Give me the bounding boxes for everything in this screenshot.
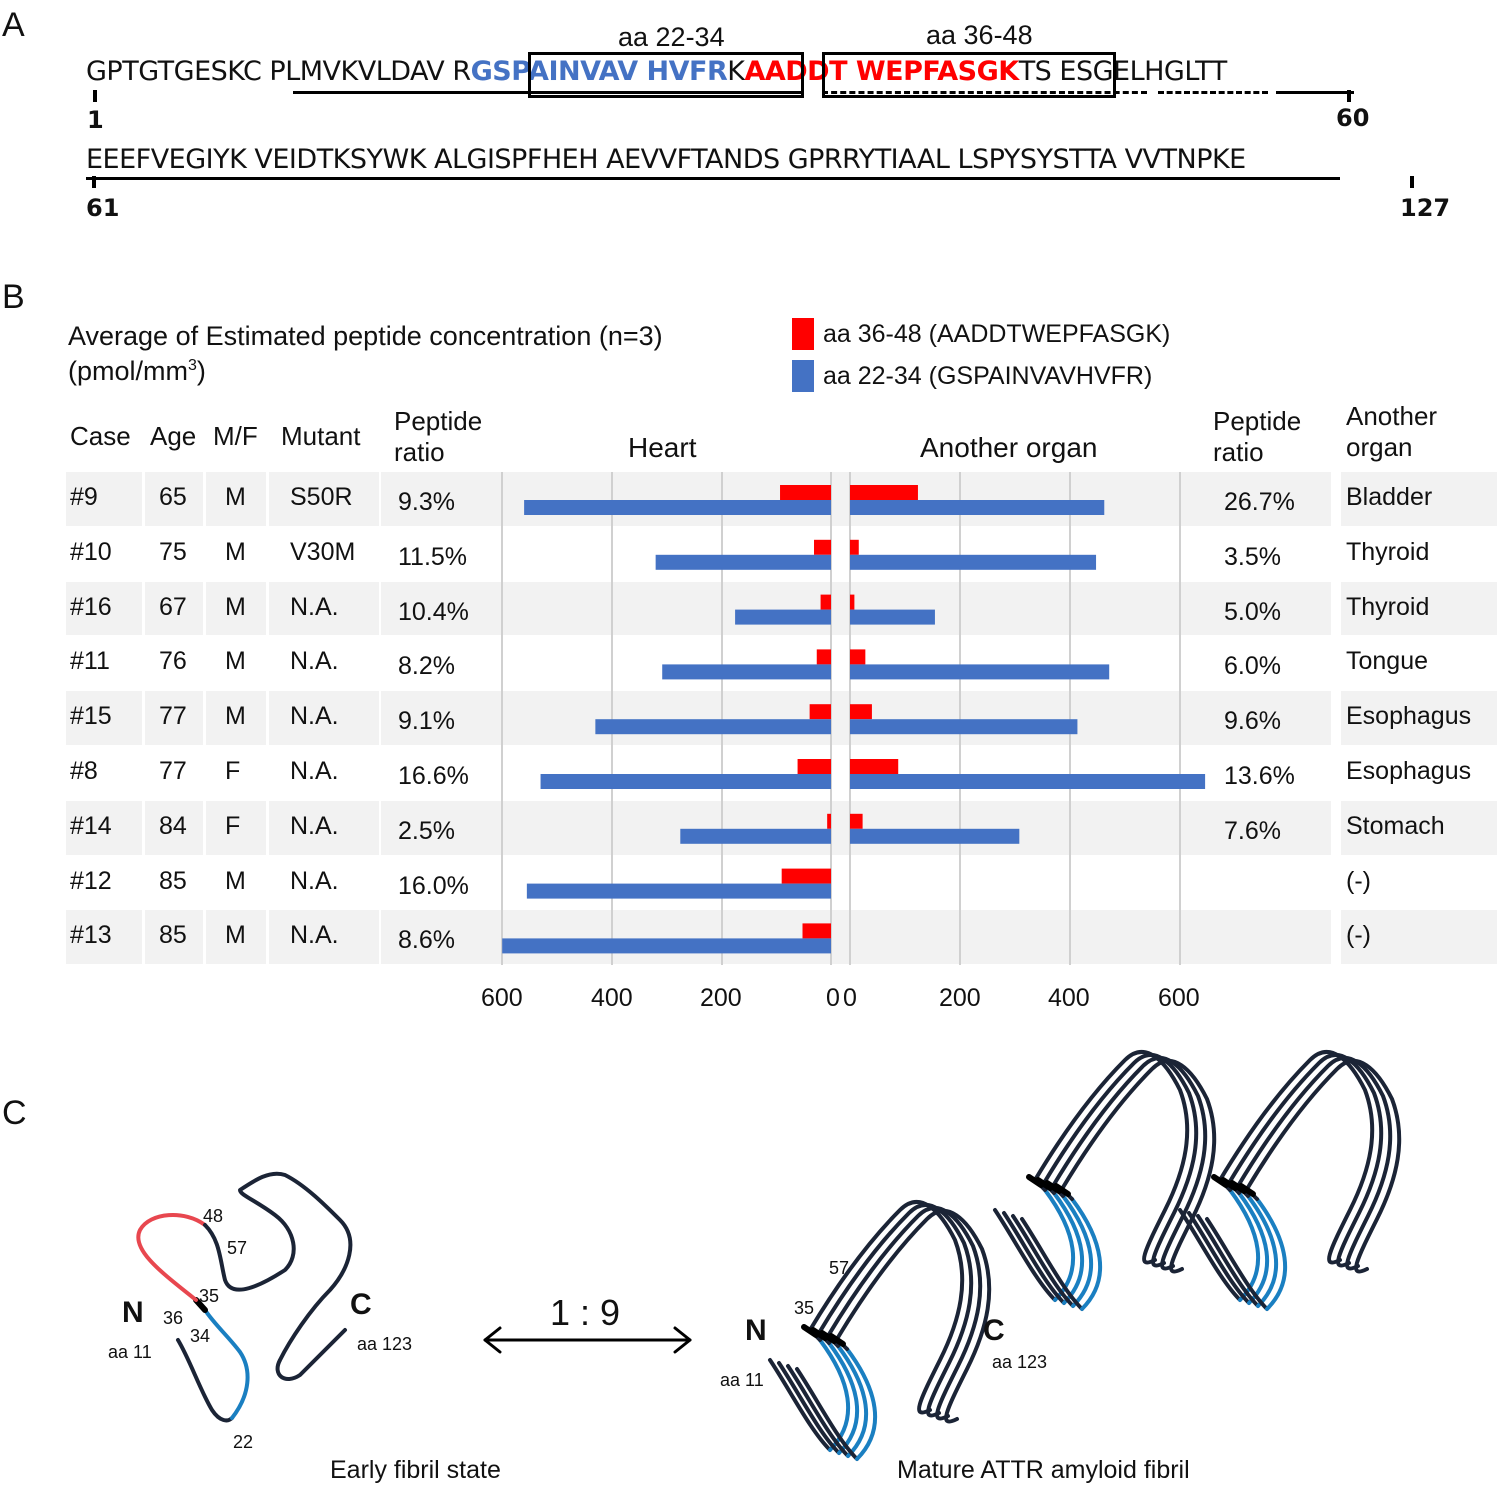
mature-strand-black	[1198, 1216, 1258, 1306]
mature-strand-black	[1189, 1213, 1249, 1303]
table-cell-mf: M	[225, 592, 246, 621]
mature-strand-mark	[1029, 1177, 1041, 1185]
mature-strand-blue	[838, 1346, 866, 1456]
mature-strand-mark	[1038, 1180, 1050, 1188]
early-res-35: 35	[199, 1286, 220, 1306]
table-cell-case: #8	[70, 757, 98, 785]
table-cell-case: #16	[70, 592, 112, 621]
header-age: Age	[150, 421, 197, 451]
mature-strand-blue	[1239, 1193, 1267, 1303]
early-res-36: 36	[163, 1308, 184, 1328]
mature-strand-top	[837, 1211, 989, 1422]
table-cell-mf: M	[225, 921, 246, 950]
seq-blue-peptide: GSPAINVAV HVFR	[470, 56, 728, 87]
mature-strand-blue	[1063, 1196, 1091, 1306]
mature-strand-top	[1062, 1061, 1214, 1272]
number-127: 127	[1400, 194, 1451, 222]
header-mf: M/F	[213, 421, 258, 451]
label-aa-36-48: aa 36-48	[926, 20, 1033, 50]
mature-strand-blue	[1230, 1190, 1258, 1300]
number-61: 61	[86, 194, 120, 222]
table-cell-mutant: N.A.	[290, 702, 339, 731]
organ-bar-aa22-34	[850, 555, 1096, 570]
mature-strand-mark	[1056, 1186, 1068, 1194]
header-organ: Another organ	[1346, 401, 1438, 462]
organ-bar-aa22-34	[850, 719, 1077, 734]
mature-strand-black	[797, 1369, 857, 1459]
early-c-term: C	[350, 1288, 372, 1321]
heart-bar-aa22-34	[541, 774, 831, 789]
early-strand-red	[138, 1215, 205, 1300]
mature-strand-black	[1004, 1213, 1064, 1303]
table-cell-case: #9	[70, 483, 98, 511]
mature-strand-top	[828, 1208, 980, 1419]
organ-bar-aa36-48	[850, 540, 859, 555]
table-cell-age: 77	[159, 702, 187, 731]
table-cell-organ: Thyroid	[1346, 592, 1430, 621]
early-strand-nterm	[178, 1340, 232, 1420]
mature-strand-black	[770, 1360, 830, 1450]
mature-strand-mark	[1241, 1186, 1253, 1194]
legend-label-blue: aa 22-34 (GSPAINVAVHVFR)	[823, 362, 1153, 390]
heart-bar-aa36-48	[814, 540, 831, 555]
table-cell-organ: Tongue	[1346, 647, 1429, 676]
seq-red-peptide: AADDT WEPFASGK	[744, 56, 1019, 87]
organ-bar-aa36-48	[850, 704, 872, 719]
heart-bar-aa36-48	[782, 869, 831, 884]
table-cell-age: 75	[159, 537, 187, 566]
table-cell-organ: Thyroid	[1346, 537, 1430, 566]
mature-strand-mark	[1232, 1183, 1244, 1191]
mature-strand-black	[1022, 1219, 1082, 1309]
table-cell-organ: (-)	[1346, 921, 1371, 950]
mature-caption: Mature ATTR amyloid fibril	[897, 1456, 1190, 1484]
early-res-48: 48	[203, 1206, 224, 1226]
table-cell-mutant: N.A.	[290, 921, 339, 950]
table-cell-organ-ratio: 7.6%	[1224, 816, 1281, 845]
heart-bar-aa22-34	[735, 610, 831, 625]
table-cell-organ-ratio: 6.0%	[1224, 652, 1281, 681]
organ-bar-aa22-34	[850, 774, 1205, 789]
table-cell-age: 67	[159, 592, 187, 621]
organ-bar-aa22-34	[850, 664, 1109, 679]
panel-a-letter: A	[2, 6, 25, 44]
table-cell-heart-ratio: 16.0%	[398, 871, 469, 900]
heart-bar-aa22-34	[527, 884, 831, 899]
seq-mid: K	[727, 56, 745, 87]
table-cell-organ-ratio: 3.5%	[1224, 542, 1281, 571]
early-res-34: 34	[190, 1326, 211, 1346]
table-cell-organ: Esophagus	[1346, 757, 1472, 785]
table-cell-age: 85	[159, 866, 187, 895]
organ-bar-aa36-48	[850, 759, 898, 774]
organ-bar-aa36-48	[850, 595, 854, 610]
mature-strand-mark	[1047, 1183, 1059, 1191]
table-cell-mf: M	[225, 483, 246, 511]
chart-unit: $(pmol/mm^3)$	[68, 356, 206, 386]
mature-res-57: 57	[829, 1258, 850, 1278]
heart-tick-400: 400	[591, 984, 633, 1012]
table-cell-heart-ratio: 2.5%	[398, 816, 455, 845]
heart-tick-0: 0	[826, 984, 840, 1012]
early-strand-blue	[205, 1310, 248, 1418]
table-cell-heart-ratio: 10.4%	[398, 597, 469, 626]
early-n-term: N	[122, 1296, 144, 1329]
header-ratio-heart: Peptide ratio	[394, 406, 483, 467]
table-cell-age: 77	[159, 757, 187, 785]
table-cell-organ: Stomach	[1346, 811, 1445, 840]
table-cell-heart-ratio: 16.6%	[398, 762, 469, 790]
table-cell-organ: (-)	[1346, 866, 1371, 895]
mature-strand-black	[1180, 1210, 1240, 1300]
mature-strand-black	[779, 1363, 839, 1453]
table-cell-age: 76	[159, 647, 187, 676]
early-aa123: aa 123	[357, 1334, 413, 1354]
heart-bar-aa36-48	[821, 595, 831, 610]
heart-bar-aa36-48	[803, 923, 831, 938]
table-cell-mutant: N.A.	[290, 592, 339, 621]
sequence-line-2: EEEFVEGIYK VEIDTKSYWK ALGISPFHEH AEVVFTANDS GPRRYTIAAL LSPYSYSTTA VVTNPKE	[86, 144, 1246, 175]
header-heart: Heart	[628, 432, 697, 463]
table-cell-organ-ratio: 26.7%	[1224, 488, 1295, 516]
heart-bar-aa22-34	[662, 664, 831, 679]
organ-bar-aa22-34	[850, 610, 935, 625]
table-cell-age: 84	[159, 811, 187, 840]
mature-strand-top	[819, 1205, 971, 1416]
organ-tick-0: 0	[843, 984, 857, 1012]
table-cell-organ-ratio: 9.6%	[1224, 707, 1281, 736]
table-cell-mf: M	[225, 537, 246, 566]
table-cell-organ: Bladder	[1346, 483, 1433, 511]
mature-strand-top	[1238, 1058, 1390, 1269]
organ-tick-200: 200	[939, 984, 981, 1012]
heart-bar-aa22-34	[680, 829, 831, 844]
mature-strand-black	[1207, 1219, 1267, 1309]
organ-bar-aa22-34	[850, 829, 1019, 844]
table-cell-organ-ratio: 5.0%	[1224, 597, 1281, 626]
mature-strand-blue	[829, 1343, 857, 1453]
table-cell-mutant: N.A.	[290, 757, 339, 785]
legend-label-red: aa 36-48 (AADDTWEPFASGK)	[823, 320, 1171, 348]
heart-bar-aa22-34	[656, 555, 831, 570]
early-strand-rest	[205, 1174, 350, 1379]
header-case: Case	[70, 421, 131, 451]
table-cell-mutant: N.A.	[290, 647, 339, 676]
header-another-organ: Another organ	[920, 432, 1098, 463]
mature-strand-black	[1013, 1216, 1073, 1306]
table-cell-age: 65	[159, 483, 187, 511]
mature-strand-blue	[1072, 1199, 1100, 1309]
header-ratio-organ: Peptide ratio	[1213, 406, 1302, 467]
heart-bar-aa36-48	[817, 649, 831, 664]
table-cell-mf: F	[225, 757, 241, 785]
table-cell-case: #13	[70, 921, 112, 950]
mature-strand-top	[1247, 1061, 1399, 1272]
table-cell-age: 85	[159, 921, 187, 950]
mature-aa123: aa 123	[992, 1352, 1048, 1372]
organ-bar-aa22-34	[850, 500, 1104, 515]
table-cell-case: #11	[70, 647, 110, 676]
table-cell-heart-ratio: 8.2%	[398, 652, 455, 681]
table-cell-mutant: V30M	[290, 537, 356, 566]
organ-bar-aa36-48	[850, 485, 918, 500]
table-cell-heart-ratio: 11.5%	[398, 542, 468, 571]
mature-n-term: N	[745, 1314, 767, 1347]
number-60: 60	[1336, 104, 1370, 132]
table-cell-heart-ratio: 8.6%	[398, 926, 455, 955]
seq-post: TS ESGELHGLTT	[1018, 56, 1227, 87]
mature-strand-blue	[1248, 1196, 1276, 1306]
mature-strand-top	[1053, 1058, 1205, 1269]
table-cell-case: #14	[70, 811, 112, 840]
heart-tick-200: 200	[700, 984, 742, 1012]
mature-strand-black	[788, 1366, 848, 1456]
panel-b-letter: B	[2, 278, 25, 316]
mature-strand-top	[810, 1202, 962, 1413]
table-cell-heart-ratio: 9.1%	[398, 707, 455, 736]
ratio-label: 1 : 9	[550, 1292, 621, 1333]
mature-strand-black	[995, 1210, 1055, 1300]
heart-bar-aa36-48	[798, 759, 831, 774]
label-aa-22-34: aa 22-34	[618, 22, 725, 52]
mature-strand-mark	[1223, 1180, 1235, 1188]
mature-res-35: 35	[794, 1298, 815, 1318]
table-cell-heart-ratio: 9.3%	[398, 488, 455, 516]
mature-strand-blue	[1257, 1199, 1285, 1309]
mature-strand-top	[1044, 1055, 1196, 1266]
mature-strand-mark	[1214, 1177, 1226, 1185]
header-mutant: Mutant	[281, 421, 361, 451]
mature-strand-blue	[820, 1340, 848, 1450]
mature-strand-top	[1229, 1055, 1381, 1266]
chart-title: Average of Estimated peptide concentration (n=3)	[68, 321, 663, 351]
mature-strand-mark	[813, 1330, 825, 1338]
table-cell-mf: M	[225, 866, 246, 895]
table-cell-mf: M	[225, 702, 246, 731]
heart-bar-aa22-34	[502, 938, 831, 953]
heart-bar-aa36-48	[780, 485, 831, 500]
mature-strand-blue	[1045, 1190, 1073, 1300]
table-cell-mutant: N.A.	[290, 811, 339, 840]
early-res-57: 57	[227, 1238, 248, 1258]
mature-aa11: aa 11	[720, 1370, 764, 1390]
mature-strand-blue	[847, 1349, 875, 1459]
number-1: 1	[87, 106, 104, 134]
early-res-22: 22	[233, 1432, 254, 1452]
heart-bar-aa22-34	[524, 500, 831, 515]
organ-bar-aa36-48	[850, 649, 865, 664]
table-cell-organ-ratio: 13.6%	[1224, 762, 1295, 790]
mature-strand-top	[1035, 1052, 1187, 1263]
early-caption: Early fibril state	[330, 1456, 501, 1484]
heart-bar-aa36-48	[827, 814, 831, 829]
organ-tick-400: 400	[1048, 984, 1090, 1012]
mature-strand-top	[1220, 1052, 1372, 1263]
mature-c-term: C	[983, 1314, 1005, 1347]
table-cell-case: #12	[70, 866, 112, 895]
table-cell-organ: Esophagus	[1346, 702, 1472, 731]
table-cell-mutant: N.A.	[290, 866, 339, 895]
organ-bar-aa36-48	[850, 814, 863, 829]
mature-strand-mark	[831, 1336, 843, 1344]
heart-tick-600: 600	[481, 984, 523, 1012]
seq-pre: GPTGTGESKC PLMVKVLDAV R	[86, 56, 471, 87]
mature-strand-mark	[822, 1333, 834, 1341]
mature-strand-mark	[804, 1327, 816, 1335]
table-cell-mf: M	[225, 647, 246, 676]
table-cell-mf: F	[225, 811, 241, 840]
heart-bar-aa36-48	[810, 704, 831, 719]
table-cell-case: #15	[70, 702, 112, 731]
heart-bar-aa22-34	[595, 719, 831, 734]
organ-tick-600: 600	[1158, 984, 1200, 1012]
panel-c-letter: C	[2, 1094, 27, 1132]
table-cell-mutant: S50R	[290, 483, 353, 511]
mature-strand-blue	[1054, 1193, 1082, 1303]
table-cell-case: #10	[70, 537, 112, 566]
early-aa11: aa 11	[108, 1342, 152, 1362]
